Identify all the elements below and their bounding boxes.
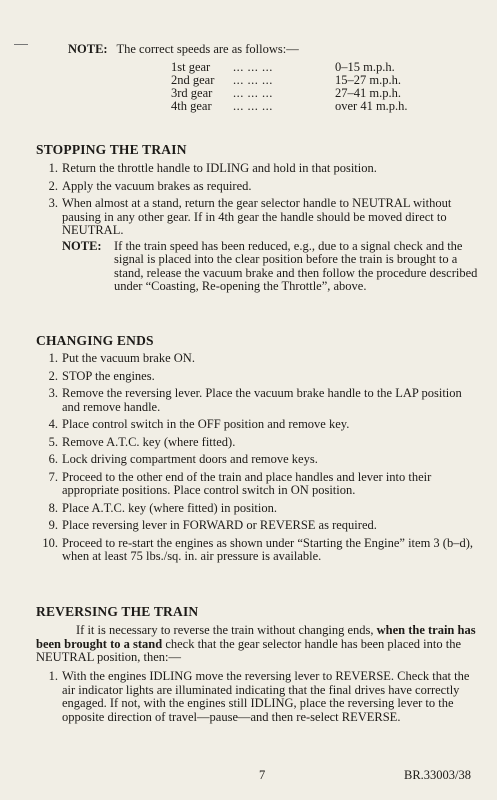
item-text: Return the throttle handle to IDLING and hold in that position. <box>62 161 377 175</box>
list-item <box>36 197 481 294</box>
item-text: Proceed to re-start the engines as shown under “Starting the Engine” item 3 (b–d), when at least 75 lbs./sq. in. air pressure is available. <box>62 535 473 563</box>
item-number: 3. <box>48 196 58 210</box>
changing-list <box>36 352 481 568</box>
leader-dots: ... ... ... <box>233 73 273 87</box>
list-item <box>36 352 481 366</box>
intro-text-start: If it is necessary to reverse the train without changing ends, <box>76 623 377 637</box>
leader-dots: ... ... ... <box>233 60 273 74</box>
leader-dots: ... ... ... <box>233 99 273 113</box>
list-item <box>36 370 481 384</box>
gear-label: 1st gear <box>171 60 211 74</box>
gear-label: 2nd gear <box>171 73 215 87</box>
reversing-heading: REVERSING THE TRAIN <box>36 604 199 619</box>
intro-text-end: check that the gear selector handle has been placed into the NEUTRAL position, then:— <box>36 636 462 664</box>
speeds-note <box>68 42 478 57</box>
list-item <box>36 162 481 176</box>
item-number: 8. <box>48 500 58 515</box>
speed-range: over 41 m.p.h. <box>335 99 408 113</box>
item-text: Apply the vacuum brakes as required. <box>62 178 252 193</box>
speeds-table <box>171 61 435 113</box>
item-text: Lock driving compartment doors and remove keys. <box>62 452 318 466</box>
list-item <box>36 387 481 414</box>
stopping-heading: STOPPING THE TRAIN <box>36 142 187 157</box>
item-text: Place A.T.C. key (where fitted) in position. <box>62 500 277 515</box>
item-number: 6. <box>48 452 58 466</box>
item-text: Place reversing lever in FORWARD or REVERSE as required. <box>62 518 377 532</box>
item-text: Proceed to the other end of the train and place handles and lever into their appropriate positions. Place control switch in ON position. <box>62 469 432 497</box>
reversing-list <box>36 670 481 728</box>
note-text: The correct speeds are as follows:— <box>116 42 299 56</box>
list-item <box>36 436 481 450</box>
item-number: 5. <box>48 434 58 449</box>
item-text: When almost at a stand, return the gear selector handle to NEUTRAL without pausing in any other gear. If in 4th gear the handle should be moved direct to NEUTRAL. <box>62 196 452 237</box>
list-item <box>36 519 481 533</box>
note-text: If the train speed has been reduced, e.g., due to a signal check and the signal is placed into the clear position before the train is brought to a stand, release the vacuum brake and then follow the procedure described under “Coasting, Re-opening the Throttle”, above. <box>114 238 478 293</box>
speed-range: 0–15 m.p.h. <box>335 60 395 74</box>
document-reference: BR.33003/38 <box>404 768 472 782</box>
list-item <box>36 537 481 564</box>
gear-label: 3rd gear <box>171 86 213 100</box>
item-number: 2. <box>48 178 58 193</box>
speed-row <box>171 100 435 113</box>
item-number: 3. <box>48 386 58 400</box>
stopping-list <box>36 162 481 298</box>
item-number: 9. <box>48 518 58 532</box>
note-label: NOTE: <box>62 238 102 253</box>
changing-heading: CHANGING ENDS <box>36 333 154 348</box>
gear-label: 4th gear <box>171 99 212 113</box>
item-text: Place control switch in the OFF position and remove key. <box>62 417 350 431</box>
intro-text-emphasis: when the train has been brought to a stand <box>36 623 476 651</box>
list-item <box>36 418 481 432</box>
stopping-note <box>62 240 481 294</box>
list-item <box>36 180 481 194</box>
item-text: Put the vacuum brake ON. <box>62 351 195 365</box>
speed-range: 15–27 m.p.h. <box>335 73 401 87</box>
page-number: 7 <box>259 768 266 782</box>
corner-mark <box>14 44 28 45</box>
list-item <box>36 502 481 516</box>
item-number: 10. <box>42 535 58 550</box>
item-text: STOP the engines. <box>62 368 155 383</box>
reversing-intro <box>36 624 481 665</box>
note-label: NOTE: <box>68 42 108 56</box>
list-item <box>36 471 481 498</box>
item-text: Remove the reversing lever. Place the vacuum brake handle to the LAP position and remove handle. <box>62 386 462 414</box>
item-text: With the engines IDLING move the reversing lever to REVERSE. Check that the air indicator lights are illuminated indicating that the final drives have correctly engaged. If not, with the engines still IDLING, place the reversing lever to the opposite direction of travel—pause—and then re-select REVERSE. <box>62 669 470 724</box>
list-item <box>36 670 481 724</box>
item-number: 1. <box>48 669 58 683</box>
list-item <box>36 453 481 467</box>
speed-range: 27–41 m.p.h. <box>335 86 401 100</box>
item-number: 2. <box>48 368 58 383</box>
item-number: 1. <box>48 351 58 365</box>
item-text: Remove A.T.C. key (where fitted). <box>62 434 236 449</box>
item-number: 4. <box>48 417 58 431</box>
leader-dots: ... ... ... <box>233 86 273 100</box>
item-number: 1. <box>48 161 58 175</box>
item-number: 7. <box>48 469 58 484</box>
